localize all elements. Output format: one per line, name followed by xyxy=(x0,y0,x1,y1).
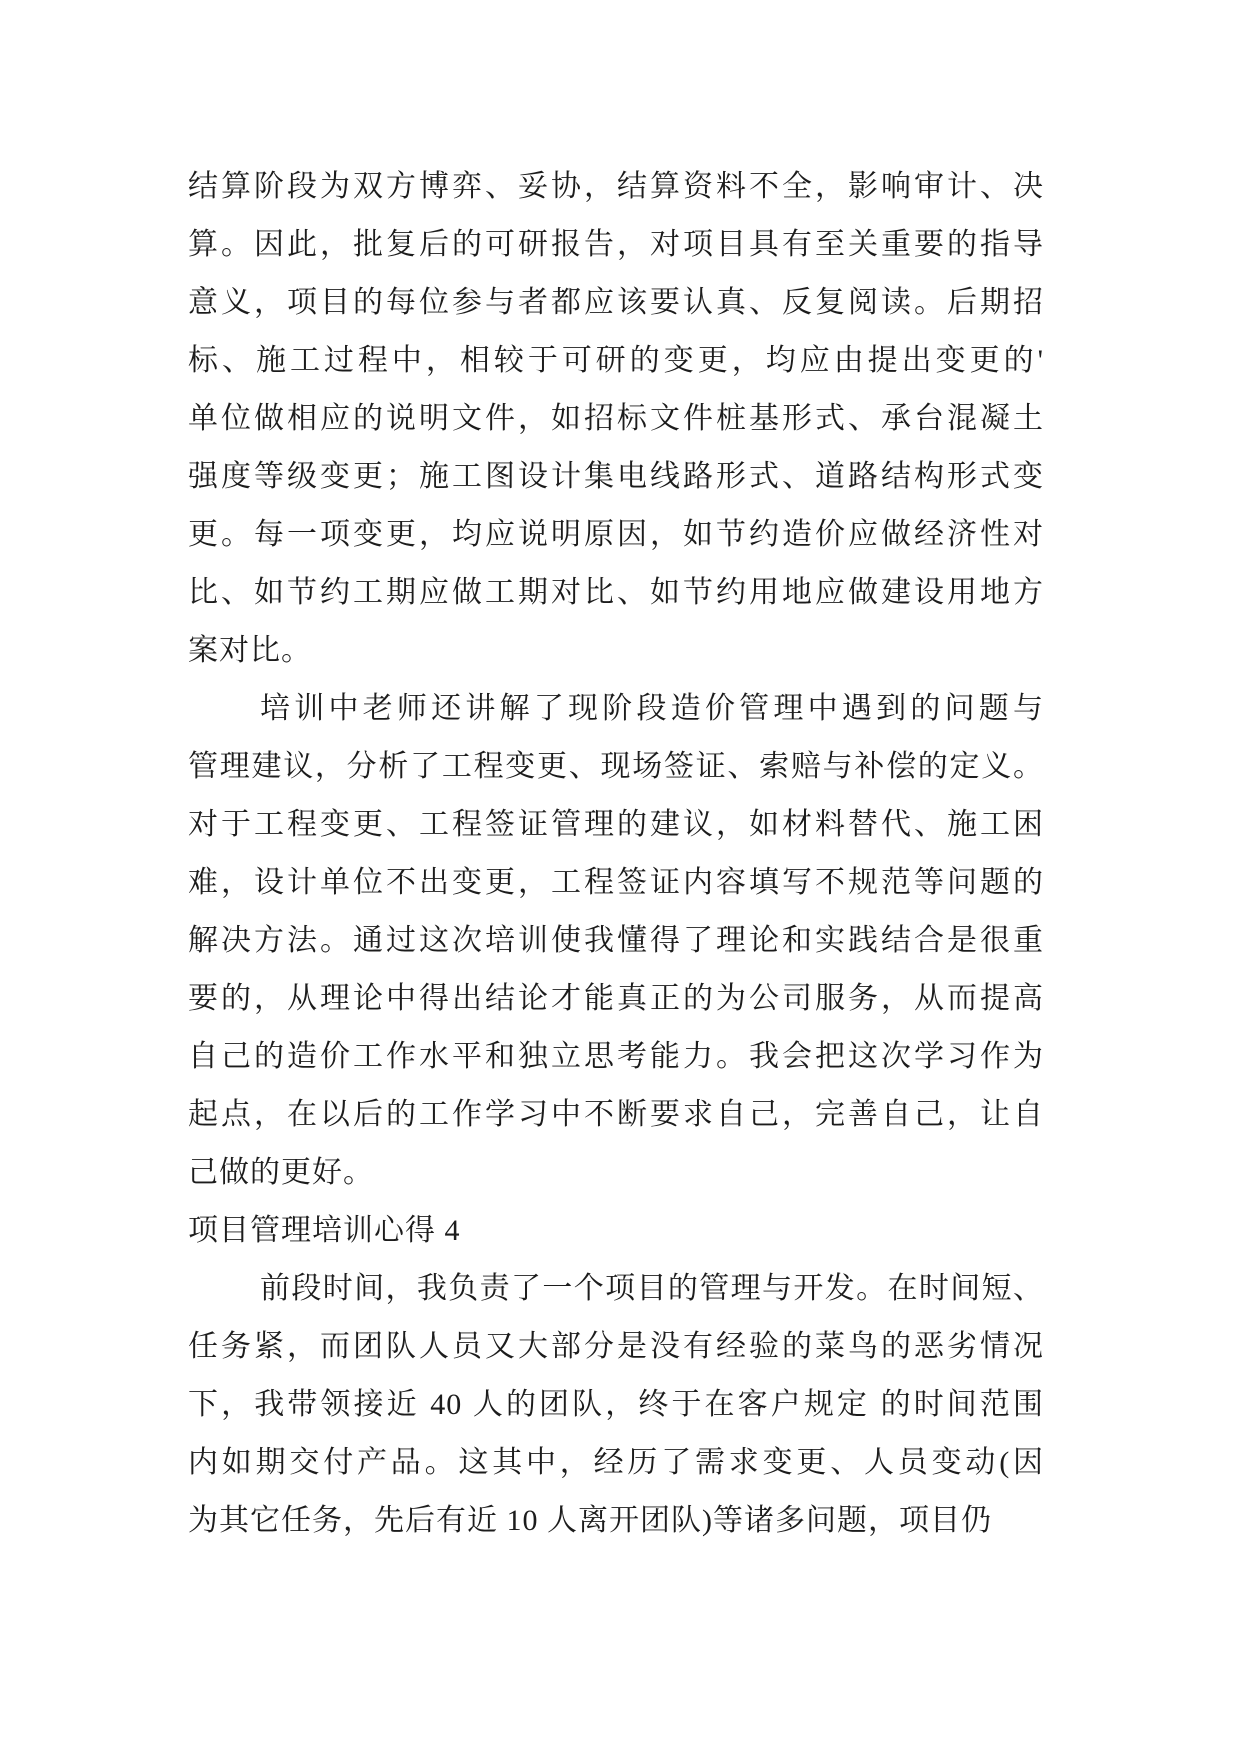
text-line: 单位做相应的说明文件，如招标文件桩基形式、承台混凝土 xyxy=(188,402,1044,435)
text-line: 为其它任务，先后有近 10 人离开团队)等诸多问题，项目仍 xyxy=(188,1504,992,1537)
text-line: 更。每一项变更，均应说明原因，如节约造价应做经济性对 xyxy=(188,518,1044,551)
text-line: 比、如节约工期应做工期对比、如节约用地应做建设用地方 xyxy=(188,576,1044,609)
text-line: 难，设计单位不出变更，工程签证内容填写不规范等问题的 xyxy=(188,866,1044,899)
text-line: 案对比。 xyxy=(188,634,312,667)
text-line: 结算阶段为双方博弈、妥协，结算资料不全，影响审计、决 xyxy=(188,170,1044,203)
paragraph xyxy=(188,680,1044,1202)
text-line: 对于工程变更、工程签证管理的建议，如材料替代、施工困 xyxy=(188,808,1044,841)
paragraph xyxy=(188,1260,1044,1550)
text-line: 管理建议，分析了工程变更、现场签证、索赔与补偿的定义。 xyxy=(188,750,1044,783)
section-heading xyxy=(188,1202,1044,1260)
text-line: 前段时间，我负责了一个项目的管理与开发。在时间短、 xyxy=(260,1272,1044,1305)
text-line: 要的，从理论中得出结论才能真正的为公司服务，从而提高 xyxy=(188,982,1044,1015)
text-column xyxy=(188,158,1044,1550)
text-line: 意义，项目的每位参与者都应该要认真、反复阅读。后期招 xyxy=(188,286,1044,319)
text-line: 培训中老师还讲解了现阶段造价管理中遇到的问题与 xyxy=(260,692,1044,725)
paragraph xyxy=(188,158,1044,680)
text-line: 内如期交付产品。这其中，经历了需求变更、人员变动(因 xyxy=(188,1446,1044,1479)
text-line: 算。因此，批复后的可研报告，对项目具有至关重要的指导 xyxy=(188,228,1044,261)
text-line: 己做的更好。 xyxy=(188,1156,374,1189)
text-line: 起点，在以后的工作学习中不断要求自己，完善自己，让自 xyxy=(188,1098,1044,1131)
text-line: 下，我带领接近 40 人的团队，终于在客户规定 的时间范围 xyxy=(188,1388,1044,1421)
text-line: 任务紧，而团队人员又大部分是没有经验的菜鸟的恶劣情况 xyxy=(188,1330,1044,1363)
text-line: 标、施工过程中，相较于可研的变更，均应由提出变更的' xyxy=(188,344,1044,377)
text-line: 解决方法。通过这次培训使我懂得了理论和实践结合是很重 xyxy=(188,924,1044,957)
text-line: 强度等级变更；施工图设计集电线路形式、道路结构形式变 xyxy=(188,460,1044,493)
heading-line: 项目管理培训心得 4 xyxy=(188,1214,461,1247)
text-line: 自己的造价工作水平和独立思考能力。我会把这次学习作为 xyxy=(188,1040,1044,1073)
